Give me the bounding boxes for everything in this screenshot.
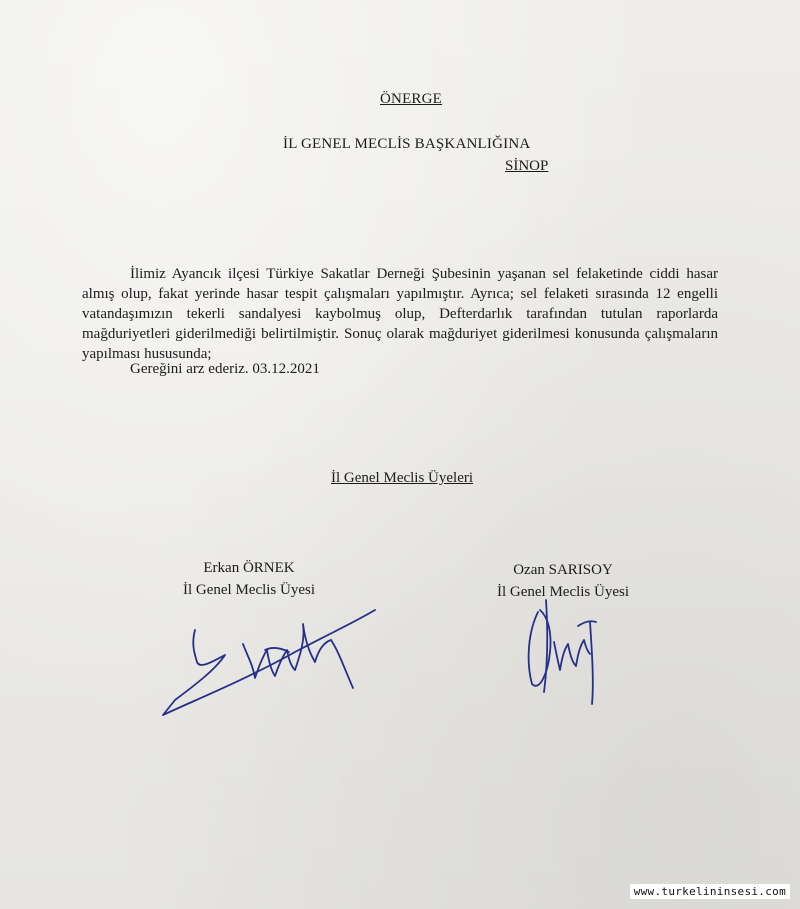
document-title: ÖNERGE bbox=[380, 91, 443, 107]
signatory-role: İl Genel Meclis Üyesi bbox=[182, 582, 316, 598]
watermark: www.turkelininsesi.com bbox=[630, 884, 790, 899]
signatory-name: Ozan SARISOY bbox=[513, 562, 613, 578]
signatory-block-left bbox=[166, 557, 332, 601]
signatory-name: Erkan ÖRNEK bbox=[203, 560, 295, 576]
closing-line: Gereğini arz ederiz. 03.12.2021 bbox=[130, 361, 320, 377]
addressee: İL GENEL MECLİS BAŞKANLIĞINA bbox=[283, 136, 531, 152]
signatory-role: İl Genel Meclis Üyesi bbox=[496, 584, 630, 600]
body-paragraph: İlimiz Ayancık ilçesi Türkiye Sakatlar Derneği Şubesinin yaşanan sel felaketinde ciddi hasar almış olup, fakat yerinde hasar tespit çalışmaları yapılmıştır. Ayrıca; sel felaketi sırasında 12 engelli vatandaşımızın tekerli sandalyesi kaybolmuş olup, Defterdarlık tarafından tutulan raporlarda mağduriyetleri giderilmediği belirtilmiştir. Sonuç olarak mağduriyet giderilmesi konusunda çalışmaların yapılması hususunda; bbox=[82, 266, 718, 362]
signature-right bbox=[518, 592, 608, 712]
signature-left bbox=[155, 600, 385, 725]
addressee-city: SİNOP bbox=[505, 158, 549, 174]
members-heading: İl Genel Meclis Üyeleri bbox=[331, 470, 474, 486]
